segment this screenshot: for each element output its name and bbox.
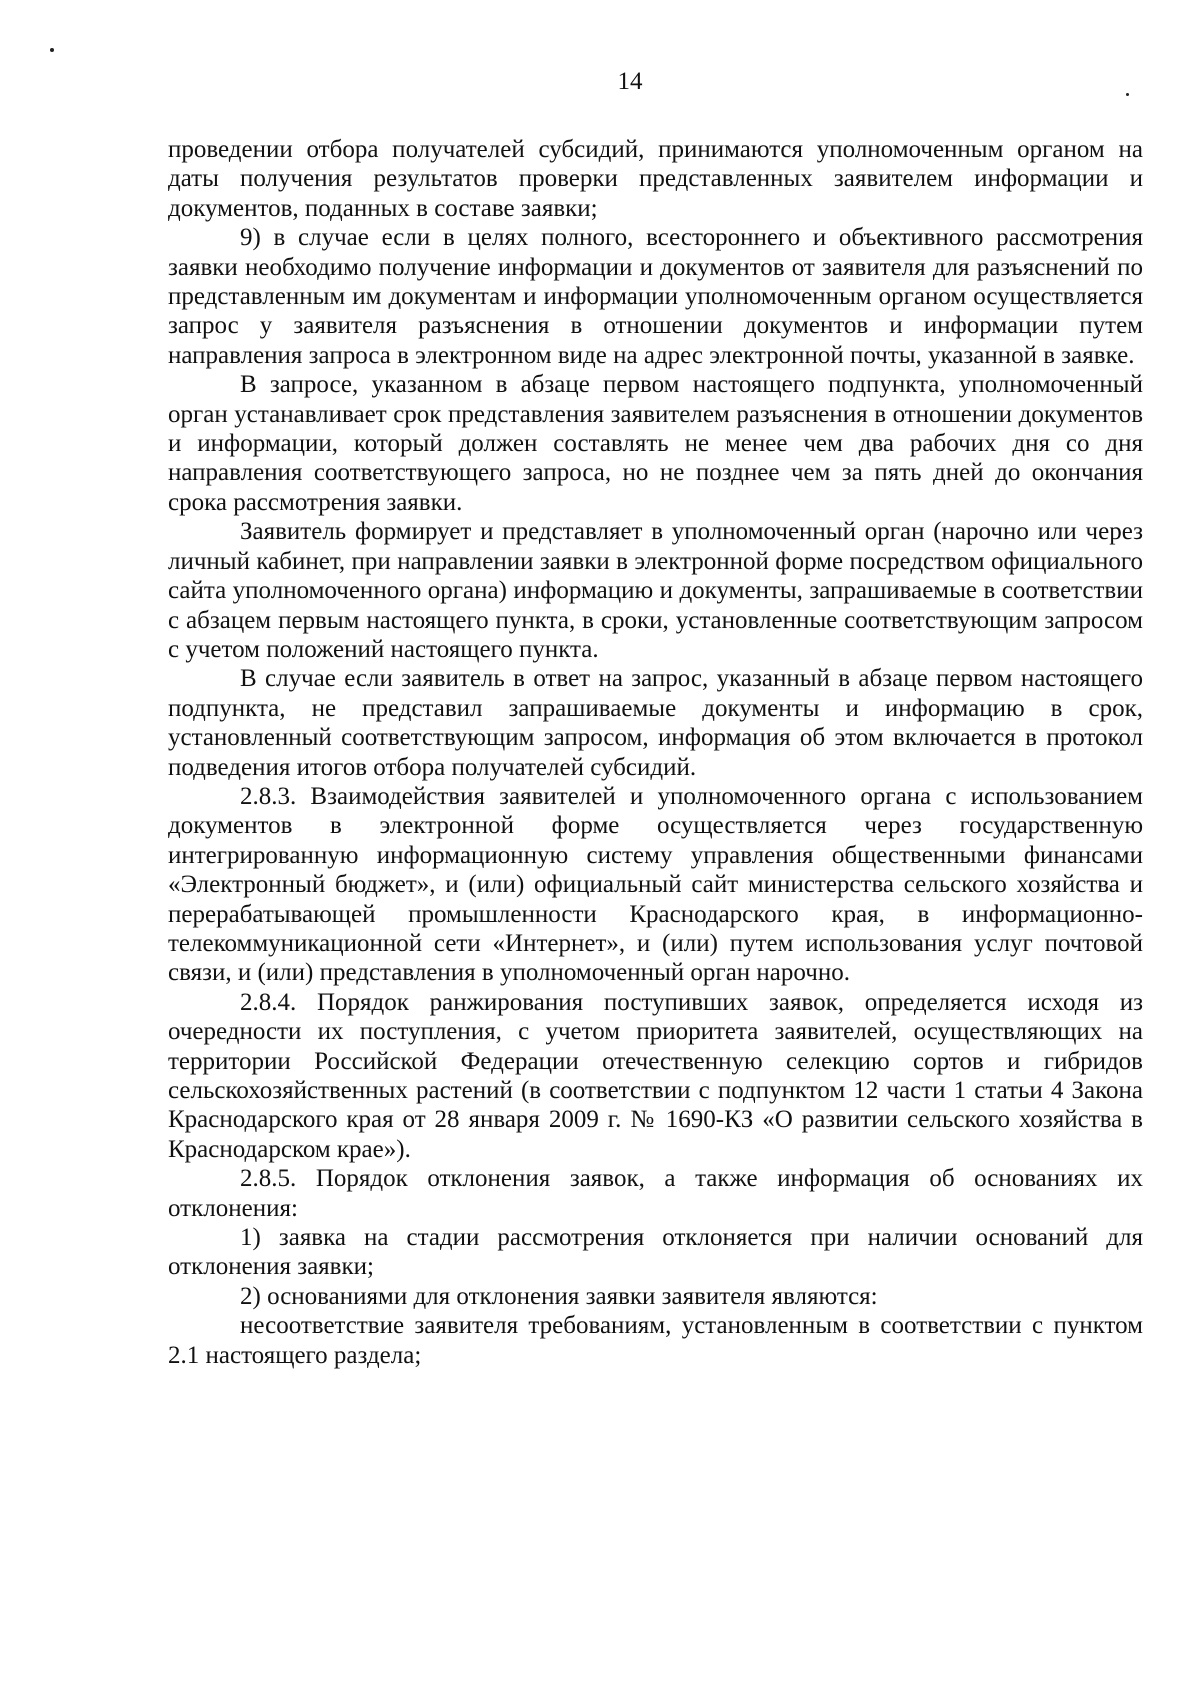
document-body — [168, 135, 1143, 1370]
paragraph-no-response: В случае если заявитель в ответ на запрос, указанный в абзаце первом настоящего подпункта, не представил запрашиваемые документы и информацию в срок, установленный соответствующим запросом, информация об этом включается в протокол подведения итогов отбора получателей субсидий. — [168, 665, 1143, 781]
paragraph-applicant-submission: Заявитель формирует и представляет в уполномоченный орган (нарочно или через личный кабинет, при направлении заявки в электронной форме посредством официального сайта уполномоченного органа) информацию и документы, запрашиваемые в соответствии с абзацем первым настоящего пункта, в сроки, установленные соответствующим запросом с учетом положений настоящего пункта. — [168, 518, 1143, 663]
paragraph-2-8-3: 2.8.3. Взаимодействия заявителей и уполномоченного органа с использованием документов в электронной форме осуществляется через государственную интегрированную информационную систему управления общественными финансами «Электронный бюджет», и (или) официальный сайт министерства сельского хозяйства и перерабатывающей промышленности Краснодарского края, в информационно-телекоммуникационной сети «Интернет», и (или) путем использования услуг почтовой связи, и (или) представления в уполномоченный орган нарочно. — [168, 782, 1143, 987]
scan-speck — [50, 48, 54, 52]
paragraph-item-1: 1) заявка на стадии рассмотрения отклоняется при наличии оснований для отклонения заявки; — [168, 1224, 1143, 1281]
paragraph-continuation: проведении отбора получателей субсидий, принимаются уполномоченным органом на даты получения результатов проверки представленных заявителем информации и документов, поданных в составе заявки; — [168, 136, 1143, 222]
paragraph-noncompliance: несоответствие заявителя требованиям, установленным в соответствии с пунктом 2.1 настоящего раздела; — [168, 1312, 1143, 1369]
paragraph-2-8-5: 2.8.5. Порядок отклонения заявок, а также информация об основаниях их отклонения: — [168, 1165, 1143, 1222]
paragraph-request-deadline: В запросе, указанном в абзаце первом настоящего подпункта, уполномоченный орган устанавливает срок представления заявителем разъяснения в отношении документов и информации, который должен составлять не менее чем два рабочих дня со дня направления соответствующего запроса, но не позднее чем за пять дней до окончания срока рассмотрения заявки. — [168, 371, 1143, 516]
page-number: 14 — [617, 68, 643, 95]
paragraph-item-9: 9) в случае если в целях полного, всестороннего и объективного рассмотрения заявки необходимо получение информации и документов от заявителя для разъяснений по представленным им документам и информации уполномоченным органом осуществляется запрос у заявителя разъяснения в отношении документов и информации путем направления запроса в электронном виде на адрес электронной почты, указанной в заявке. — [168, 224, 1143, 369]
paragraph-item-2: 2) основаниями для отклонения заявки заявителя являются: — [240, 1282, 878, 1310]
paragraph-2-8-4: 2.8.4. Порядок ранжирования поступивших заявок, определяется исходя из очередности их поступления, с учетом приоритета заявителей, осуществляющих на территории Российской Федерации отечественную селекцию сортов и гибридов сельскохозяйственных растений (в соответствии с подпунктом 12 части 1 статьи 4 Закона Краснодарского края от 28 января 2009 г. № 1690-КЗ «О развитии сельского хозяйства в Краснодарском крае»). — [168, 988, 1143, 1163]
